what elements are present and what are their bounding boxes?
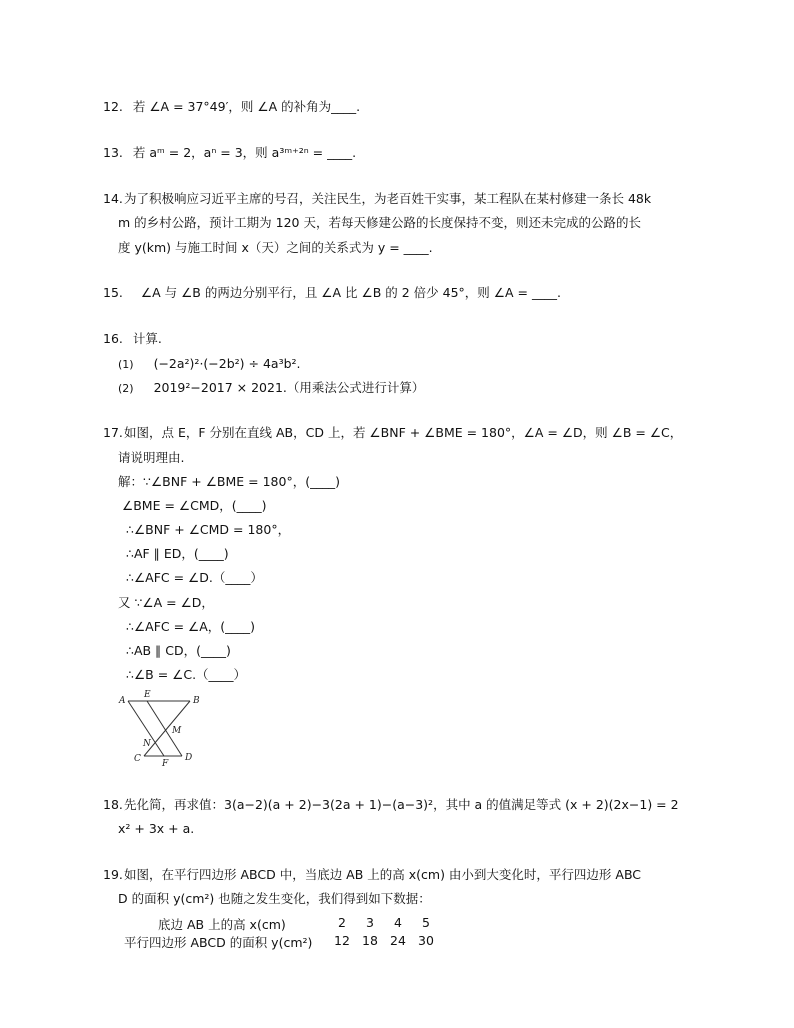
question-text-line-2: D 的面积 y(cm²) 也随之发生变化，我们得到如下数据：	[118, 891, 431, 906]
question-text-line-2: m 的乡村公路，预计工期为 120 天，若每天修建公路的长度保持不变，则还未完成的公路的长	[118, 215, 641, 230]
question-number: 15.	[103, 285, 123, 300]
solution-step: ∴∠AFC = ∠D.（____）	[126, 570, 263, 585]
point-label-A: A	[119, 696, 126, 706]
question-text-line-1: 如图，点 E，F 分别在直线 AB，CD 上，若 ∠BNF + ∠BME = 180°，∠A = ∠D，则 ∠B = ∠C，	[124, 425, 683, 440]
point-label-E: E	[144, 690, 151, 700]
question-12	[103, 99, 360, 115]
question-number: 16.	[103, 331, 123, 346]
sub-item-label: (1)	[118, 358, 134, 371]
question-text: 若 ∠A = 37°49′，则 ∠A 的补角为____.	[132, 99, 361, 114]
sub-item	[118, 380, 424, 397]
question-number: 14.	[103, 191, 123, 206]
line-BC	[144, 701, 190, 756]
question-text-line-1: 为了积极响应习近平主席的号召，关注民生，为老百姓干实事，某工程队在某村修建一条长 48k	[124, 191, 652, 206]
question-13	[103, 145, 356, 161]
solution-step: ∴∠BNF + ∠CMD = 180°，	[126, 522, 291, 537]
question-text-line-3: 度 y(km) 与施工时间 x（天）之间的关系式为 y = ____.	[118, 240, 433, 255]
question-text-line-2: x² + 3x + a.	[118, 821, 195, 836]
question-number: 19.	[103, 867, 123, 882]
question-number: 17.	[103, 425, 123, 440]
sub-item-text: (−2a²)²·(−2b²) ÷ 4a³b².	[153, 356, 301, 371]
question-15	[103, 285, 561, 301]
question-number: 12.	[103, 99, 123, 114]
solution-step: 又 ∵∠A = ∠D，	[118, 595, 214, 610]
sub-item-text: 2019²−2017 × 2021.（用乘法公式进行计算）	[153, 380, 425, 395]
point-label-D: D	[185, 753, 193, 763]
point-label-M: M	[172, 726, 182, 736]
solution-step: ∴∠AFC = ∠A，(____)	[126, 619, 256, 634]
sub-item-label: (2)	[118, 382, 134, 395]
table-row-label: 平行四边形 ABCD 的面积 y(cm²)	[124, 935, 313, 950]
solution-step: ∴AB ∥ CD，(____)	[126, 643, 231, 658]
solution-step: ∴∠B = ∠C.（____）	[126, 667, 247, 682]
question-number: 13.	[103, 145, 123, 160]
geometry-figure	[114, 688, 210, 772]
point-label-C: C	[134, 754, 141, 764]
point-label-B: B	[193, 696, 200, 706]
question-title: 计算.	[132, 331, 162, 346]
question-text: ∠A 与 ∠B 的两边分别平行，且 ∠A 比 ∠B 的 2 倍少 45°，则 ∠A = ____.	[140, 285, 561, 300]
table-cell: 12	[334, 933, 350, 948]
question-text-line-1: 先化简，再求值：3(a−2)(a + 2)−3(2a + 1)−(a−3)²，其中 a 的值满足等式 (x + 2)(2x−1) = 2	[124, 797, 679, 812]
point-label-F: F	[162, 759, 169, 769]
solution-step: ∴AF ∥ ED，(____)	[126, 546, 229, 561]
table-cell: 3	[366, 915, 374, 930]
solution-step: 解：∵∠BNF + ∠BME = 180°，(____)	[118, 474, 340, 489]
sub-item	[118, 356, 301, 373]
solution-step: ∠BME = ∠CMD，(____)	[122, 498, 267, 513]
table-cell: 30	[418, 933, 434, 948]
table-cell: 4	[394, 915, 402, 930]
table-cell: 24	[390, 933, 406, 948]
table-cell: 2	[338, 915, 346, 930]
table-cell: 18	[362, 933, 378, 948]
point-label-N: N	[143, 739, 151, 749]
question-text: 若 aᵐ = 2，aⁿ = 3，则 a³ᵐ⁺²ⁿ = ____.	[132, 145, 357, 160]
question-number: 18.	[103, 797, 123, 812]
question-text-line-1: 如图，在平行四边形 ABCD 中，当底边 AB 上的高 x(cm) 由小到大变化时，平行四边形 ABC	[124, 867, 642, 882]
table-row-label: 底边 AB 上的高 x(cm)	[158, 917, 286, 932]
question-text-line-2: 请说明理由.	[118, 450, 185, 465]
table-cell: 5	[422, 915, 430, 930]
